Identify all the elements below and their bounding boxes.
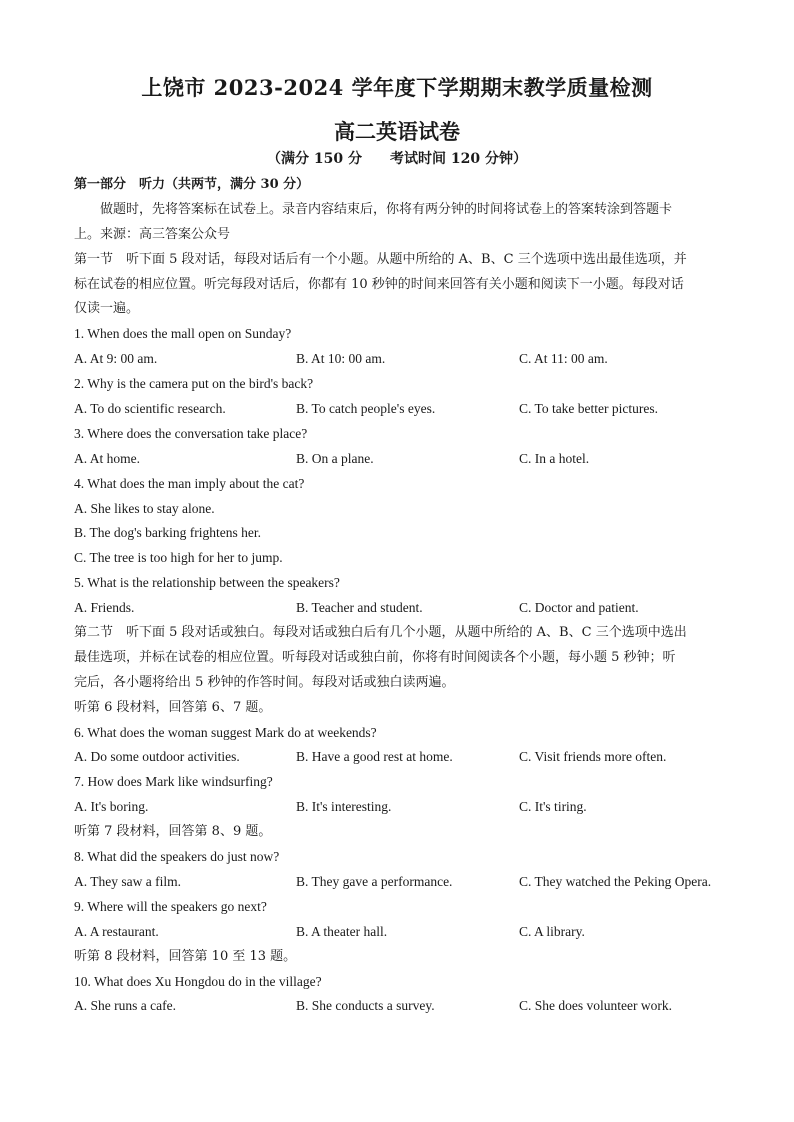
option-c: C. In a hotel. [519, 450, 590, 466]
question-2: 2. Why is the camera put on the bird's back? [74, 376, 314, 392]
options-1 [74, 347, 722, 372]
question-3: 3. Where does the conversation take place? [74, 425, 308, 441]
options-8 [74, 870, 722, 895]
material-6-note: 听第 6 段材料，回答第 6、7 题。 [74, 699, 272, 715]
option-b: B. It's interesting. [296, 799, 392, 815]
option-a: A. She likes to stay alone. [74, 500, 215, 516]
options-2 [74, 397, 722, 422]
option-c: C. It's tiring. [519, 799, 587, 815]
option-c: C. Doctor and patient. [519, 600, 639, 616]
intro-line-2: 上。来源：高三答案公众号 [74, 226, 231, 242]
material-7-note: 听第 7 段材料，回答第 8、9 题。 [74, 824, 272, 840]
options-7 [74, 795, 722, 820]
question-8: 8. What did the speakers do just now? [74, 849, 280, 865]
options-9 [74, 920, 722, 945]
option-b: B. To catch people's eyes. [296, 401, 436, 417]
options-6 [74, 745, 722, 770]
question-6: 6. What does the woman suggest Mark do at weekends? [74, 724, 377, 740]
section1-line-1: 第一节 听下面 5 段对话，每段对话后有一个小题。从题中所给的 A、B、C 三个选项中选出最佳选项，并 [74, 251, 687, 267]
exam-content [74, 173, 722, 1019]
section2-line-3: 完后，各小题将给出 5 秒钟的作答时间。每段对话或独白读两遍。 [74, 674, 455, 690]
exam-subtitle: 高二英语试卷 [334, 119, 460, 144]
intro-line-1: 做题时，先将答案标在试卷上。录音内容结束后，你将有两分钟的时间将试卷上的答案转涂到答题卡 [100, 201, 673, 217]
option-b: B. The dog's barking frightens her. [74, 525, 262, 541]
options-3 [74, 447, 722, 472]
option-c: C. Visit friends more often. [519, 749, 667, 765]
section2-line-2: 最佳选项，并标在试卷的相应位置。听每段对话或独白前，你将有时间阅读各个小题，每小题 5 秒钟；听 [74, 649, 676, 665]
question-1: 1. When does the mall open on Sunday? [74, 326, 292, 342]
section2-line-1: 第二节 听下面 5 段对话或独白。每段对话或独白后有几个小题，从题中所给的 A、B、C 三个选项中选出 [74, 625, 687, 641]
question-4: 4. What does the man imply about the cat? [74, 475, 305, 491]
part1-heading: 第一部分 听力（共两节，满分 30 分） [74, 177, 310, 192]
option-b: B. On a plane. [296, 450, 374, 466]
option-c: C. A library. [519, 923, 585, 939]
section1-line-3: 仅读一遍。 [74, 301, 140, 317]
option-a: A. It's boring. [74, 799, 149, 815]
option-c: C. They watched the Peking Opera. [519, 873, 712, 889]
option-c: C. To take better pictures. [519, 401, 659, 417]
option-a: A. A restaurant. [74, 923, 159, 939]
question-9: 9. Where will the speakers go next? [74, 898, 267, 914]
question-7: 7. How does Mark like windsurfing? [74, 774, 273, 790]
option-b: B. A theater hall. [296, 923, 388, 939]
section1-line-2: 标在试卷的相应位置。听完每段对话后，你都有 10 秒钟的时间来回答有关小题和阅读下一小题。每段对话 [74, 276, 684, 292]
option-a: A. They saw a film. [74, 873, 181, 889]
option-a: A. Friends. [74, 600, 135, 616]
question-10: 10. What does Xu Hongdou do in the village? [74, 973, 322, 989]
option-b: B. They gave a performance. [296, 873, 453, 889]
option-c: C. The tree is too high for her to jump. [74, 550, 283, 566]
option-c: C. She does volunteer work. [519, 998, 672, 1014]
option-b: B. At 10: 00 am. [296, 351, 386, 367]
option-a: A. At 9: 00 am. [74, 351, 158, 367]
option-a: A. To do scientific research. [74, 401, 226, 417]
options-5 [74, 596, 722, 621]
option-b: B. She conducts a survey. [296, 998, 435, 1014]
material-8-note: 听第 8 段材料，回答第 10 至 13 题。 [74, 948, 297, 964]
option-c: C. At 11: 00 am. [519, 351, 608, 367]
option-b: B. Teacher and student. [296, 600, 423, 616]
score-time-info: （满分 150 分 考试时间 120 分钟） [267, 151, 527, 167]
question-5: 5. What is the relationship between the speakers? [74, 575, 340, 591]
option-a: A. She runs a cafe. [74, 998, 176, 1014]
option-a: A. At home. [74, 450, 140, 466]
exam-title: 上饶市 2023-2024 学年度下学期期末教学质量检测 [141, 75, 653, 100]
option-a: A. Do some outdoor activities. [74, 749, 240, 765]
options-10 [74, 994, 722, 1019]
option-b: B. Have a good rest at home. [296, 749, 453, 765]
